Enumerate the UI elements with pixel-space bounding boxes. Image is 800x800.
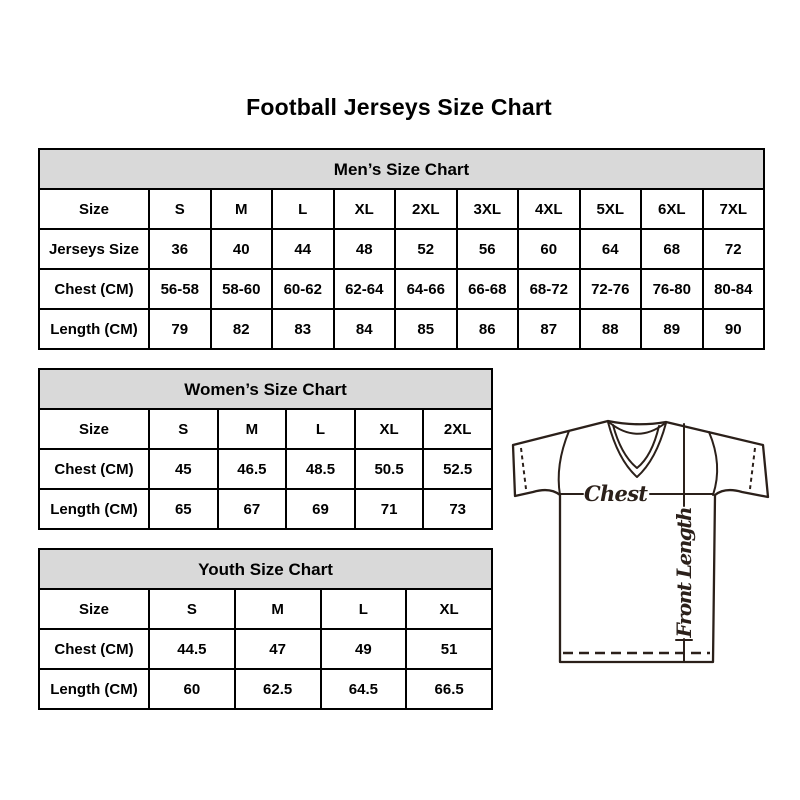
value-cell: 80-84 <box>703 269 765 309</box>
value-cell: 48 <box>334 229 396 269</box>
value-cell: XL <box>406 589 492 629</box>
value-cell: 2XL <box>423 409 492 449</box>
left-armhole-seam <box>559 431 569 495</box>
value-cell: 5XL <box>580 189 642 229</box>
value-cell: 52 <box>395 229 457 269</box>
value-cell: 71 <box>355 489 424 529</box>
value-cell: 64.5 <box>321 669 407 709</box>
value-cell: M <box>235 589 321 629</box>
value-cell: 60 <box>518 229 580 269</box>
row-label-cell: Size <box>39 189 149 229</box>
value-cell: 69 <box>286 489 355 529</box>
value-cell: S <box>149 189 211 229</box>
value-cell: L <box>286 409 355 449</box>
value-cell: M <box>218 409 287 449</box>
value-cell: 52.5 <box>423 449 492 489</box>
value-cell: 67 <box>218 489 287 529</box>
value-cell: 68-72 <box>518 269 580 309</box>
row-label-cell: Length (CM) <box>39 489 149 529</box>
page-title: Football Jerseys Size Chart <box>246 94 552 120</box>
value-cell: XL <box>334 189 396 229</box>
value-cell: S <box>149 589 235 629</box>
chest-measure-label: Chest <box>584 481 648 506</box>
jersey-measurement-diagram <box>505 400 780 670</box>
value-cell: 47 <box>235 629 321 669</box>
table-row <box>39 589 492 629</box>
table-header-row <box>39 149 764 189</box>
value-cell: 85 <box>395 309 457 349</box>
value-cell: 51 <box>406 629 492 669</box>
value-cell: 40 <box>211 229 273 269</box>
row-label-cell: Size <box>39 589 149 629</box>
table-title: Women’s Size Chart <box>39 369 492 409</box>
value-cell: 79 <box>149 309 211 349</box>
value-cell: 56-58 <box>149 269 211 309</box>
value-cell: 7XL <box>703 189 765 229</box>
value-cell: 45 <box>149 449 218 489</box>
value-cell: 66.5 <box>406 669 492 709</box>
value-cell: 82 <box>211 309 273 349</box>
value-cell: 60-62 <box>272 269 334 309</box>
row-label-cell: Size <box>39 409 149 449</box>
jersey-illustration <box>505 400 780 670</box>
row-label-cell: Jerseys Size <box>39 229 149 269</box>
right-armhole-seam <box>709 432 717 495</box>
value-cell: 73 <box>423 489 492 529</box>
value-cell: 48.5 <box>286 449 355 489</box>
row-label-cell: Chest (CM) <box>39 629 149 669</box>
left-cuff-dashed-line <box>521 448 526 489</box>
value-cell: 3XL <box>457 189 519 229</box>
value-cell: 49 <box>321 629 407 669</box>
value-cell: 72 <box>703 229 765 269</box>
table-row <box>39 229 764 269</box>
value-cell: 4XL <box>518 189 580 229</box>
value-cell: 62.5 <box>235 669 321 709</box>
row-label-cell: Length (CM) <box>39 309 149 349</box>
value-cell: 65 <box>149 489 218 529</box>
mens-size-chart-table <box>38 148 765 348</box>
value-cell: 46.5 <box>218 449 287 489</box>
value-cell: 64-66 <box>395 269 457 309</box>
table-row <box>39 409 492 449</box>
value-cell: XL <box>355 409 424 449</box>
value-cell: 89 <box>641 309 703 349</box>
value-cell: 36 <box>149 229 211 269</box>
value-cell: 6XL <box>641 189 703 229</box>
value-cell: 87 <box>518 309 580 349</box>
table-row <box>39 629 492 669</box>
value-cell: 50.5 <box>355 449 424 489</box>
value-cell: 86 <box>457 309 519 349</box>
value-cell: 44.5 <box>149 629 235 669</box>
value-cell: 64 <box>580 229 642 269</box>
table-title: Men’s Size Chart <box>39 149 764 189</box>
front-length-measure-label: Front Length <box>672 506 696 638</box>
table-row <box>39 309 764 349</box>
youth-size-chart-table <box>38 548 493 708</box>
value-cell: 68 <box>641 229 703 269</box>
value-cell: 72-76 <box>580 269 642 309</box>
value-cell: 62-64 <box>334 269 396 309</box>
table-header-row <box>39 549 492 589</box>
value-cell: L <box>321 589 407 629</box>
womens-size-chart-table <box>38 368 493 528</box>
row-label-cell: Chest (CM) <box>39 449 149 489</box>
value-cell: 76-80 <box>641 269 703 309</box>
value-cell: 2XL <box>395 189 457 229</box>
row-label-cell: Length (CM) <box>39 669 149 709</box>
jersey-outline <box>513 421 768 662</box>
right-cuff-dashed-line <box>750 448 755 489</box>
value-cell: 90 <box>703 309 765 349</box>
table-row <box>39 669 492 709</box>
row-label-cell: Chest (CM) <box>39 269 149 309</box>
table-row <box>39 449 492 489</box>
value-cell: L <box>272 189 334 229</box>
value-cell: M <box>211 189 273 229</box>
table-header-row <box>39 369 492 409</box>
value-cell: 56 <box>457 229 519 269</box>
table-title: Youth Size Chart <box>39 549 492 589</box>
value-cell: 88 <box>580 309 642 349</box>
value-cell: 83 <box>272 309 334 349</box>
value-cell: 44 <box>272 229 334 269</box>
table-row <box>39 189 764 229</box>
value-cell: 66-68 <box>457 269 519 309</box>
value-cell: 58-60 <box>211 269 273 309</box>
value-cell: 60 <box>149 669 235 709</box>
table-row <box>39 489 492 529</box>
table-row <box>39 269 764 309</box>
value-cell: S <box>149 409 218 449</box>
value-cell: 84 <box>334 309 396 349</box>
